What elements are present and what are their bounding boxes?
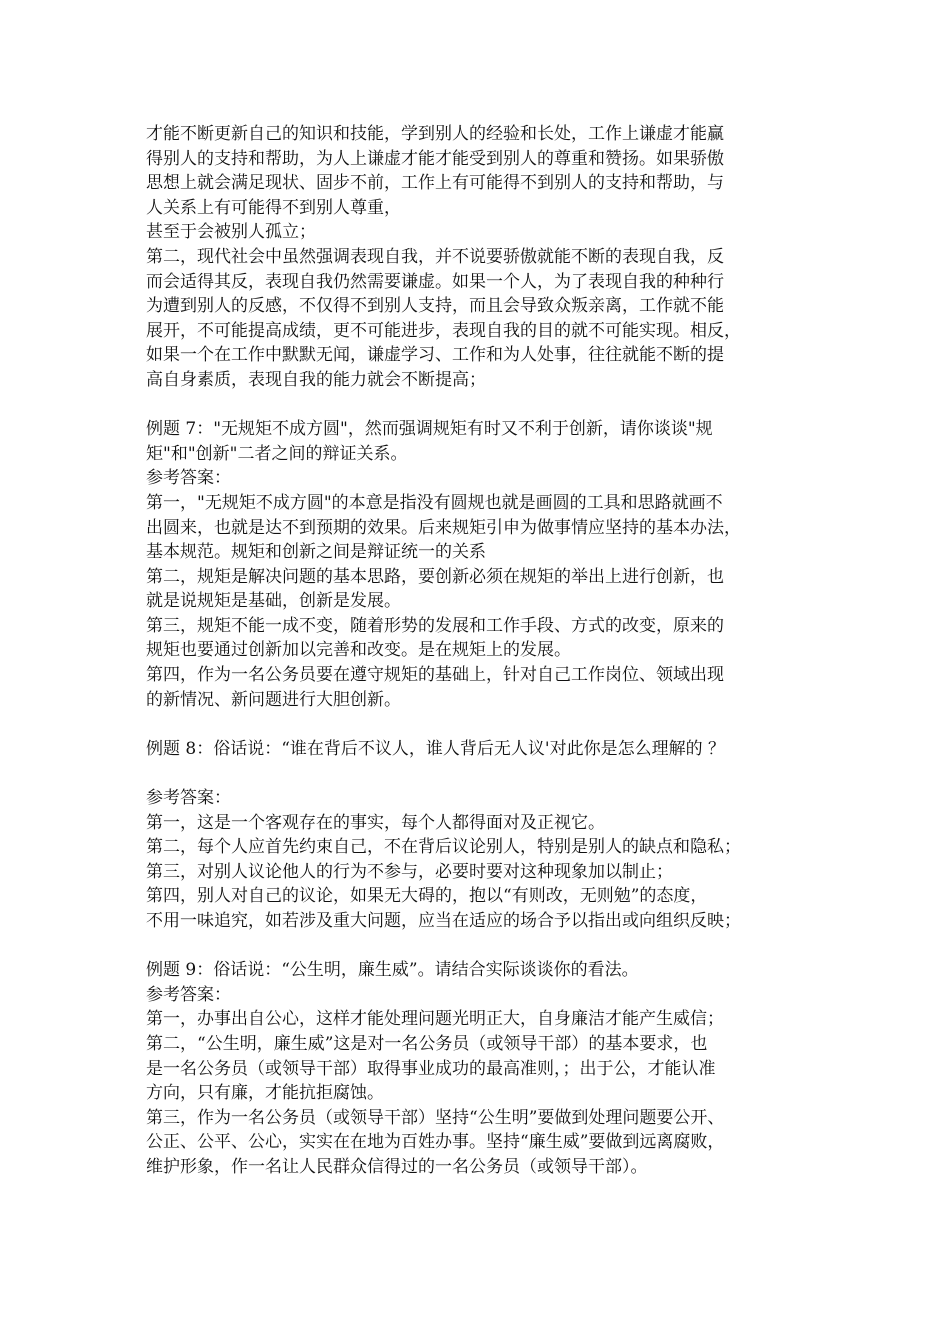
text-line: 的新情况、新问题进行大胆创新。 [146, 689, 401, 710]
text-line: 例题 7："无规矩不成方圆"，然而强调规矩有时又不利于创新，请你谈谈"规 [146, 419, 713, 440]
text-line: 参考答案： [146, 984, 231, 1005]
text-line: 如果一个在工作中默默无闻，谦虚学习、工作和为人处事，往往就能不断的提 [146, 345, 724, 366]
text-line: 第二，现代社会中虽然强调表现自我，并不说要骄傲就能不断的表现自我，反 [146, 246, 724, 267]
text-line: 第二，“公生明，廉生威”这是对一名公务员（或领导干部）的基本要求，也 [146, 1033, 708, 1054]
text-line: 第一，这是一个客观存在的事实，每个人都得面对及正视它。 [146, 812, 605, 833]
text-line: 基本规范。规矩和创新之间是辩证统一的关系 [146, 542, 486, 563]
text-line: 不用一味追究，如若涉及重大问题，应当在适应的场合予以指出或向组织反映； [146, 911, 741, 931]
text-line: 得别人的支持和帮助，为人上谦虚才能才能受到别人的尊重和赞扬。如果骄傲 [146, 148, 724, 169]
text-line: 高自身素质，表现自我的能力就会不断提高； [146, 369, 486, 390]
text-line: 出圆来，也就是达不到预期的效果。后来规矩引申为做事情应坚持的基本办法， [146, 517, 741, 538]
text-line: 思想上就会满足现状、固步不前，工作上有可能得不到别人的支持和帮助，与 [146, 173, 724, 194]
text-line: 就是说规矩是基础，创新是发展。 [146, 591, 401, 612]
text-line: 参考答案： [146, 468, 231, 489]
text-line: 展开，不可能提高成绩，更不可能进步，表现自我的目的就不可能实现。相反， [146, 320, 741, 341]
text-line: 才能不断更新自己的知识和技能，学到别人的经验和长处，工作上谦虚才能赢 [146, 124, 724, 144]
text-line: 第二，每个人应首先约束自己，不在背后议论别人，特别是别人的缺点和隐私； [146, 837, 741, 858]
text-line: 规矩也要通过创新加以完善和改变。是在规矩上的发展。 [146, 640, 571, 661]
text-line: 第三，作为一名公务员（或领导干部）坚持“公生明”要做到处理问题要公开、 [146, 1107, 725, 1128]
text-line: 第三，对别人议论他人的行为不参与，必要时要对这种现象加以制止； [146, 861, 673, 882]
document-page [146, 122, 816, 1180]
text-line: 第四，作为一名公务员要在遵守规矩的基础上，针对自己工作岗位、领域出现 [146, 665, 724, 686]
text-line: 第一，"无规矩不成方圆"的本意是指没有圆规也就是画圆的工具和思路就画不 [146, 492, 723, 513]
text-line: 为遭到别人的反感，不仅得不到别人支持，而且会导致众叛亲离，工作就不能 [146, 296, 724, 317]
blank-line [146, 761, 816, 786]
text-line: 第二，规矩是解决问题的基本思路，要创新必须在规矩的举出上进行创新，也 [146, 566, 724, 587]
blank-line [146, 393, 816, 418]
blank-line [146, 934, 816, 959]
text-line: 参考答案： [146, 788, 231, 809]
text-line: 甚至于会被别人孤立； [146, 222, 316, 243]
text-line: 方向，只有廉，才能抗拒腐蚀。 [146, 1083, 384, 1104]
text-line: 而会适得其反，表现自我仍然需要谦虚。如果一个人，为了表现自我的种种行 [146, 271, 724, 292]
text-line: 第三，规矩不能一成不变，随着形势的发展和工作手段、方式的改变，原来的 [146, 615, 724, 636]
text-line: 第四，别人对自己的议论，如果无大碍的，抱以“有则改，无则勉”的态度， [146, 886, 708, 907]
text-line: 第一，办事出自公心，这样才能处理问题光明正大，自身廉洁才能产生威信； [146, 1009, 724, 1030]
text-line: 矩"和"创新"二者之间的辩证关系。 [146, 443, 408, 464]
text-line: 例题 9：俗话说：“公生明，廉生威”。请结合实际谈谈你的看法。 [146, 960, 639, 981]
blank-line [146, 712, 816, 737]
text-line: 维护形象，作一名让人民群众信得过的一名公务员（或领导干部）。 [146, 1156, 648, 1177]
text-line: 公正、公平、公心，实实在在地为百姓办事。坚持“廉生威”要做到远离腐败， [146, 1132, 725, 1153]
text-line: 例题 8：俗话说：“谁在背后不议人，谁人背后无人议'对此你是怎么理解的 ？ [146, 738, 725, 759]
text-line: 人关系上有可能得不到别人尊重， [146, 197, 401, 218]
text-line: 是一名公务员（或领导干部）取得事业成功的最高准则，；出于公，才能认准 [146, 1058, 716, 1079]
